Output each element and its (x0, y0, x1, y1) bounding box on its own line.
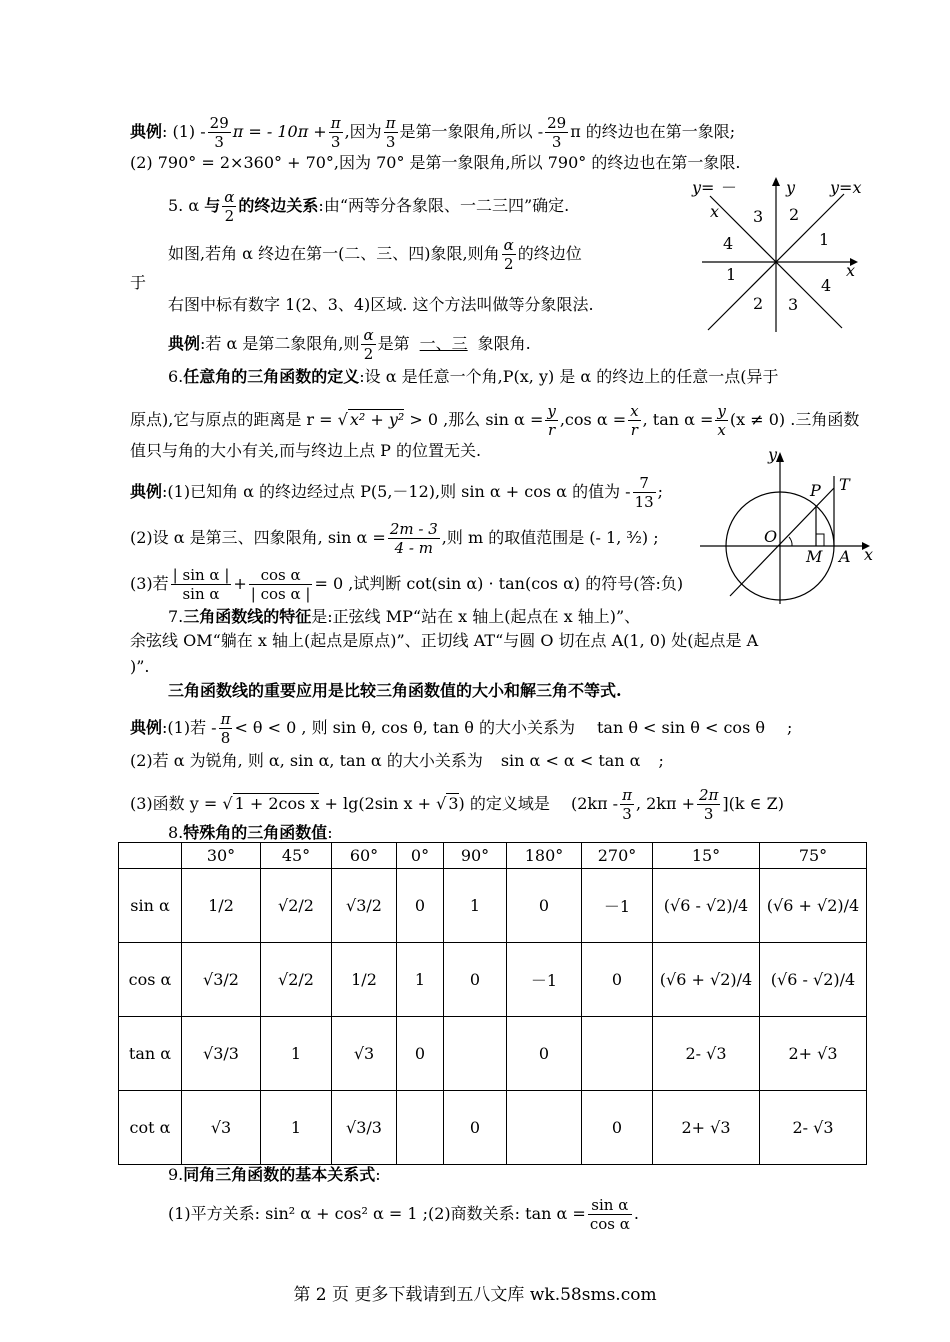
text: (3)函数 y = (130, 794, 218, 813)
den: 3 (622, 805, 632, 823)
cell: 0 (582, 1091, 653, 1165)
num: x (630, 402, 639, 420)
quadrant-diagram (690, 172, 870, 337)
region-label: 2 (753, 294, 764, 313)
example-2: (2) 790° = 2×360° + 70°,因为 70° 是第一象限角,所以 790° 的终边也在第一象限. (130, 153, 741, 172)
point-O: O (764, 527, 778, 546)
cell: 2+ √3 (653, 1091, 760, 1165)
line1-label-x: x (710, 202, 720, 221)
fraction (171, 566, 232, 603)
example-4 (130, 474, 663, 511)
y-label: y (786, 178, 796, 197)
x-label: x (846, 261, 856, 280)
region-label: 3 (753, 207, 764, 226)
cell: 1/2 (182, 869, 261, 943)
region-label: 2 (789, 205, 800, 224)
cell (444, 1017, 507, 1091)
cell (397, 1091, 444, 1165)
fraction (208, 114, 231, 151)
row-label: sin α (119, 869, 182, 943)
text: (1)平方关系: sin² α + cos² α = 1 ;(2)商数关系: tan α = (168, 1204, 586, 1223)
cell (507, 1091, 582, 1165)
example-3 (168, 326, 531, 363)
text: :(1)若 - (162, 718, 217, 737)
text: (2kπ - (570, 794, 619, 813)
den: 2 (363, 345, 374, 363)
text: 是第一象限角,所以 - (399, 122, 544, 141)
num: π (385, 114, 396, 132)
num: α (503, 236, 514, 254)
text: 原点),它与原点的距离是 r = (130, 410, 333, 429)
num: 2π (699, 786, 719, 804)
text: , 2kπ + (635, 794, 695, 813)
item-6-line3: 值只与角的大小有关,而与终边上点 P 的位置无关. (130, 441, 482, 460)
cell: －1 (582, 869, 653, 943)
example-5 (130, 710, 792, 747)
cell: 2- √3 (760, 1091, 867, 1165)
text: ,cos α = (559, 410, 627, 429)
text: ; (657, 482, 664, 501)
num: 2m - 3 (389, 520, 438, 538)
y-arrow (776, 452, 784, 462)
label: 典例 (130, 482, 163, 501)
item-9 (168, 1164, 381, 1186)
cell: －1 (507, 943, 582, 1017)
den: 4 - m (394, 539, 433, 557)
cell: (√6 + √2)/4 (760, 869, 867, 943)
row-label: tan α (119, 1017, 182, 1091)
label: 典例 (168, 334, 201, 353)
fraction (545, 114, 568, 151)
den: sin α (182, 585, 220, 603)
text: (2)若 α 为锐角, 则 α, sin α, tan α 的大小关系为 (130, 751, 483, 770)
text: 的终边位 (517, 244, 582, 263)
den: 2 (224, 207, 235, 225)
table-row (119, 943, 867, 1017)
num: 29 (209, 114, 229, 132)
point-M: M (806, 547, 823, 566)
den: 3 (214, 133, 224, 151)
header-cell: 180° (507, 843, 582, 869)
table-row (119, 1017, 867, 1091)
cell: 1/2 (332, 943, 397, 1017)
example-4-2 (130, 520, 659, 557)
text: 如图,若角 α 终边在第一(二、三、四)象限,则角 (168, 244, 500, 263)
cell: 0 (397, 1017, 444, 1091)
region-label: 3 (788, 295, 799, 314)
text: (x ≠ 0) .三角函数 (729, 410, 860, 429)
example-5-2 (130, 750, 664, 772)
den: 3 (330, 133, 341, 151)
region-label: 1 (726, 265, 737, 284)
cell: √3/3 (182, 1017, 261, 1091)
den: r (548, 421, 556, 439)
text: (3)若 (130, 574, 169, 593)
text: : (375, 1165, 381, 1184)
bold: 的终边关系 (238, 196, 319, 215)
num: π (622, 786, 632, 804)
num: y (717, 402, 726, 420)
answer: 一、三 (419, 334, 468, 353)
num: y (547, 402, 556, 420)
sqrt: 3 (448, 794, 459, 813)
item-5 (168, 188, 569, 225)
point-T: T (839, 475, 850, 494)
den: 13 (634, 493, 654, 511)
den: 3 (703, 805, 714, 823)
fraction (361, 326, 375, 363)
cell: √2/2 (261, 943, 332, 1017)
num: π (330, 114, 341, 132)
fraction (249, 566, 313, 603)
label: 典例 (130, 718, 163, 737)
text: :(1)已知角 α 的终边经过点 P(5,－12),则 sin α + cos α 的值为 - (162, 482, 631, 501)
text: ; (658, 751, 664, 770)
text: :由“两等分各象限、一二三四”确定. (318, 196, 570, 215)
text: ](k ∈ Z) (722, 794, 784, 813)
fraction (620, 786, 634, 823)
cell: √3 (332, 1017, 397, 1091)
cell: 1 (261, 1091, 332, 1165)
example-5-3: (3)函数 y = √ 1 + 2cos x + lg(2sin x + √ 3) 的定义域是 (2kπ - $\frac{\pi}{3}$ , 2kπ + $\frac{2\pi}{3}$ ](k ∈ Z) (130, 786, 784, 823)
fraction (222, 188, 236, 225)
text: ; (787, 718, 793, 737)
page-footer: 第 2 页 更多下载请到五八文库 wk.58sms.com (293, 1285, 657, 1305)
bold: 与 (204, 196, 221, 215)
num: α (363, 326, 374, 344)
text: :设 α 是任意一个角,P(x, y) 是 α 的终边上的任意一点(异于 (359, 367, 779, 386)
bold: 特殊角的三角函数值 (183, 823, 328, 842)
point-P: P (810, 481, 821, 500)
num: 7 (633, 474, 656, 493)
header-cell: 45° (261, 843, 332, 869)
y-label: y (768, 446, 778, 464)
text: π = - 10π + (232, 122, 327, 141)
num: 29 (547, 114, 567, 132)
cell: √3/2 (182, 943, 261, 1017)
text: ,则 m 的取值范围是 (- 1, ³⁄₂) ; (441, 528, 659, 547)
header-cell: 75° (760, 843, 867, 869)
table-header-row (119, 843, 867, 869)
region-label: 1 (819, 230, 830, 249)
bold: 三角函数线的特征 (183, 607, 312, 626)
fraction (219, 710, 233, 747)
text: = 0 ,试判断 cot(sin α) · tan(cos α) 的符号(答:负) (314, 574, 684, 593)
cell: √3 (182, 1091, 261, 1165)
text: ,因为 (344, 122, 382, 141)
example-1 (130, 114, 735, 151)
text: 6. (168, 367, 184, 386)
sqrt: x² + y² (349, 410, 405, 429)
num: α (224, 188, 235, 206)
x-label: x (864, 545, 874, 564)
den: 3 (551, 133, 562, 151)
header-cell: 90° (444, 843, 507, 869)
row-label: cos α (119, 943, 182, 1017)
den: 8 (220, 729, 231, 747)
text: 象限角. (477, 334, 531, 353)
num: | sin α | (172, 566, 230, 584)
text: :若 α 是第二象限角,则 (200, 334, 360, 353)
item-5-desc (168, 236, 582, 273)
den: x (717, 421, 726, 439)
bold: 同角三角函数的基本关系式 (183, 1165, 376, 1184)
text: 是:正弦线 MP“站在 x 轴上(起点在 x 轴上)”、 (311, 607, 641, 626)
item-5-desc-wrap: 于 (130, 273, 147, 292)
table-row (119, 1091, 867, 1165)
text: , tan α = (642, 410, 714, 429)
fraction (633, 474, 656, 511)
item-6 (168, 366, 779, 388)
region-label: 4 (821, 276, 832, 295)
point-A: A (839, 547, 851, 566)
special-angle-table (118, 842, 867, 1165)
text: 8. (168, 823, 184, 842)
den: | cos α | (250, 585, 311, 603)
item-5-desc2: 右图中标有数字 1(2、3、4)区域. 这个方法叫做等分象限法. (168, 295, 594, 314)
fraction (545, 402, 557, 439)
num: sin α (588, 1196, 632, 1215)
fraction (502, 236, 516, 273)
header-cell: 60° (332, 843, 397, 869)
answer: tan θ < sin θ < cos θ (596, 718, 765, 737)
header-cell: 15° (653, 843, 760, 869)
fraction (388, 520, 440, 557)
angle-arc (789, 537, 792, 546)
header-cell: 0° (397, 843, 444, 869)
den: 3 (385, 133, 396, 151)
item-9-line2 (168, 1196, 639, 1233)
cell: 0 (444, 1091, 507, 1165)
text: ) 的定义域是 (458, 794, 550, 813)
bold: 任意角的三角函数的定义 (183, 367, 360, 386)
cell: √2/2 (261, 869, 332, 943)
label: 典例 (130, 122, 163, 141)
cell: 2+ √3 (760, 1017, 867, 1091)
text: : (1) - (162, 122, 206, 141)
cell: 0 (444, 943, 507, 1017)
table-row (119, 869, 867, 943)
line2-label: y=x (830, 178, 862, 197)
answer: sin α < α < tan α (500, 751, 641, 770)
cell: (√6 - √2)/4 (760, 943, 867, 1017)
cell: √3/3 (332, 1091, 397, 1165)
header-cell (119, 843, 182, 869)
line1-label: y= － (692, 178, 736, 197)
fraction (384, 114, 398, 151)
cell: 1 (444, 869, 507, 943)
text: : (327, 823, 333, 842)
item-8 (168, 822, 333, 844)
example-4-3 (130, 566, 683, 603)
cell: 0 (397, 869, 444, 943)
cell (582, 1017, 653, 1091)
den: 2 (503, 255, 514, 273)
text: + (233, 574, 247, 593)
text: > 0 ,那么 sin α = (409, 410, 544, 429)
text: 9. (168, 1165, 184, 1184)
right-angle-mark (816, 534, 824, 546)
text: . (633, 1204, 639, 1223)
item-7-line3: )”. (130, 657, 150, 676)
text: π 的终边也在第一象限; (570, 122, 736, 141)
sqrt: 1 + 2cos x (234, 794, 320, 813)
fraction (329, 114, 343, 151)
cell: (√6 - √2)/4 (653, 869, 760, 943)
text: (2)设 α 是第三、四象限角, sin α = (130, 528, 386, 547)
cell: √3/2 (332, 869, 397, 943)
item-6-line2: 原点),它与原点的距离是 r = √ x² + y² > 0 ,那么 sin α = $\frac{y}{r}$ ,cos α = $\frac{x}{r}$ , tan α = $\frac{y}{x}$ (x ≠ 0) .三角函数 (130, 402, 860, 439)
cell: 0 (507, 869, 582, 943)
text: < θ < 0 , 则 sin θ, cos θ, tan θ 的大小关系为 (234, 718, 575, 737)
cell: (√6 + √2)/4 (653, 943, 760, 1017)
num: π (220, 710, 231, 728)
fraction (697, 786, 720, 823)
text: + lg(2sin x + (324, 794, 432, 813)
cell: 1 (261, 1017, 332, 1091)
header-cell: 270° (582, 843, 653, 869)
fraction (628, 402, 640, 439)
fraction (715, 402, 727, 439)
fraction (588, 1196, 632, 1233)
row-label: cot α (119, 1091, 182, 1165)
item-7-line2: 余弦线 OM“躺在 x 轴上(起点是原点)”、正切线 AT“与圆 O 切在点 A(1, 0) 处(起点是 A (130, 631, 759, 650)
text: 5. α (168, 196, 200, 215)
cell: 0 (507, 1017, 582, 1091)
item-7 (168, 606, 640, 628)
cell: 0 (582, 943, 653, 1017)
header-cell: 30° (182, 843, 261, 869)
y-arrow (772, 177, 780, 186)
region-label: 4 (723, 234, 734, 253)
cell: 2- √3 (653, 1017, 760, 1091)
text: 7. (168, 607, 184, 626)
den: r (630, 421, 638, 439)
text: 是第 (377, 334, 410, 353)
unit-circle-diagram (700, 446, 880, 608)
cell: 1 (397, 943, 444, 1017)
den: cos α (589, 1215, 630, 1233)
item-7-note: 三角函数线的重要应用是比较三角函数值的大小和解三角不等式. (168, 681, 622, 700)
num: cos α (249, 566, 313, 585)
